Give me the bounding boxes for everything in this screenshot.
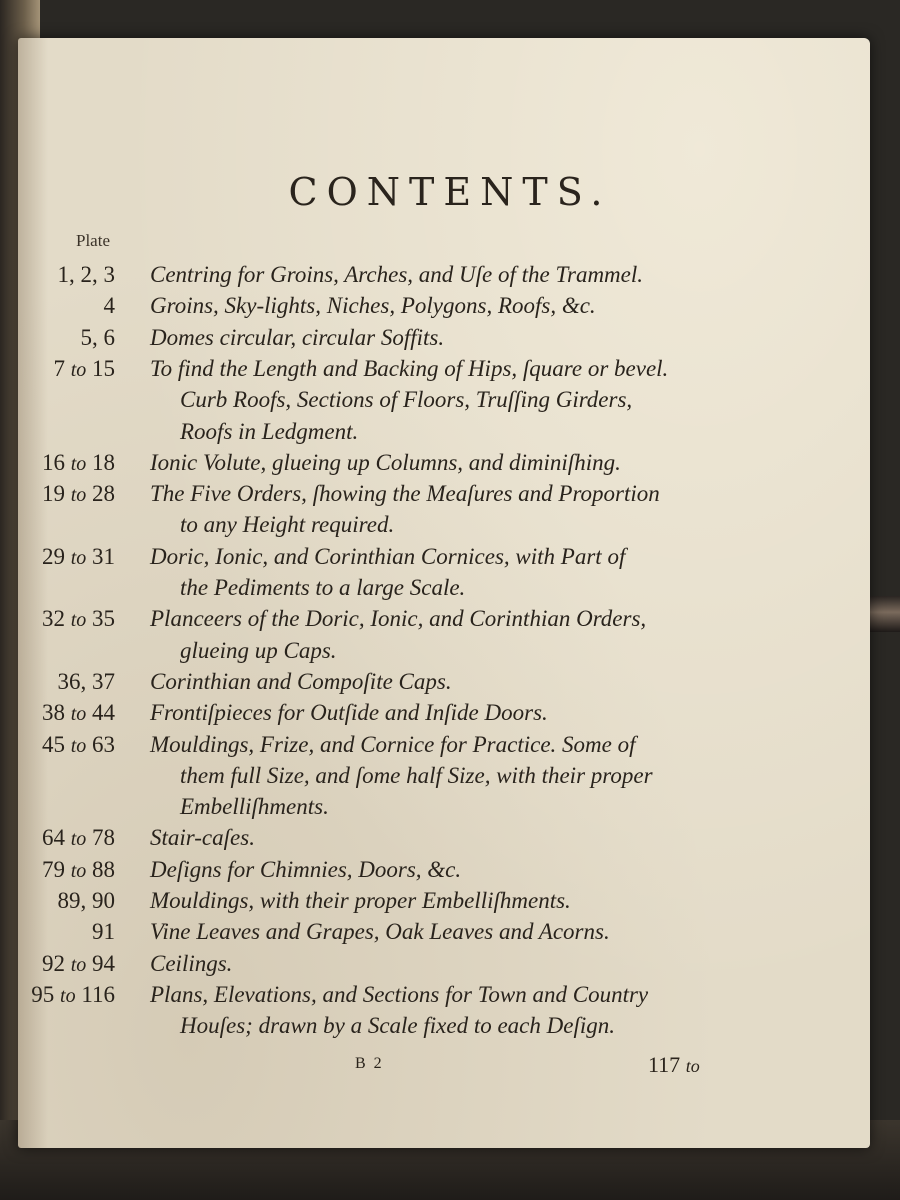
plate-number: 89, 90 bbox=[57, 888, 115, 913]
contents-entry bbox=[0, 544, 860, 578]
entry-text: Centring for Groins, Arches, and Uſe of the Trammel. bbox=[150, 262, 644, 287]
plate-number bbox=[53, 356, 115, 382]
contents-entry bbox=[0, 857, 860, 891]
plate-to: 116 bbox=[81, 981, 115, 1007]
entry-text: Frontiſpieces for Outſide and Inſide Doors. bbox=[150, 700, 548, 726]
contents-entry-continuation bbox=[0, 794, 860, 828]
plate-from: 92 bbox=[41, 950, 65, 976]
plate-number bbox=[42, 700, 115, 726]
range-connector: to bbox=[70, 953, 87, 976]
plate-to: 88 bbox=[92, 856, 115, 882]
plate-from: 45 bbox=[41, 731, 65, 757]
entry-text: Corinthian and Compoſite Caps. bbox=[150, 668, 452, 694]
entry-text: the Pediments to a large Scale. bbox=[180, 575, 466, 600]
contents-entry-continuation bbox=[0, 575, 860, 609]
plate-from: 32 bbox=[41, 606, 65, 632]
plate-number bbox=[42, 825, 115, 851]
range-connector: to bbox=[70, 859, 87, 882]
catchword bbox=[648, 1052, 700, 1078]
contents-entry bbox=[0, 481, 860, 515]
plate-from: 79 bbox=[41, 856, 65, 882]
plate-from: 64 bbox=[41, 825, 65, 851]
range-connector: to bbox=[70, 609, 87, 632]
plate-from: 95 bbox=[31, 981, 55, 1007]
plate-to: 31 bbox=[92, 543, 115, 569]
plate-to: 94 bbox=[92, 950, 115, 976]
contents-entry bbox=[0, 450, 860, 484]
plate-to: 28 bbox=[92, 481, 115, 507]
plate-number bbox=[42, 951, 115, 977]
plate-to: 35 bbox=[92, 606, 115, 632]
contents-entry bbox=[0, 825, 860, 859]
plate-from: 16 bbox=[41, 449, 65, 475]
range-connector: to bbox=[70, 484, 87, 507]
plate-number: 91 bbox=[92, 919, 115, 945]
plate-number bbox=[42, 544, 115, 570]
contents-entry bbox=[0, 982, 860, 1016]
plate-column-label: Plate bbox=[76, 231, 110, 250]
plate-number bbox=[42, 732, 115, 758]
entry-text: Mouldings, Frize, and Cornice for Practice. Some of bbox=[150, 731, 636, 757]
plate-number: 5, 6 bbox=[80, 324, 115, 350]
contents-entry bbox=[0, 919, 860, 953]
entry-text: Plans, Elevations, and Sections for Town and Country bbox=[150, 981, 649, 1007]
signature-mark: B 2 bbox=[355, 1055, 384, 1072]
entry-text: Vine Leaves and Grapes, Oak Leaves and Acorns. bbox=[150, 919, 610, 945]
plate-number bbox=[42, 606, 115, 632]
range-connector: to bbox=[70, 703, 87, 726]
entry-text: glueing up Caps. bbox=[180, 637, 337, 663]
contents-entry-continuation bbox=[0, 638, 860, 672]
range-connector: to bbox=[60, 984, 76, 1007]
contents-entry bbox=[0, 700, 860, 734]
catchword-number: 117 bbox=[648, 1052, 681, 1077]
plate-to: 63 bbox=[92, 731, 115, 757]
entry-text: Roofs in Ledgment. bbox=[180, 418, 359, 444]
entry-text: Curb Roofs, Sections of Floors, Truſſing Girders, bbox=[180, 387, 633, 413]
plate-from: 29 bbox=[41, 543, 65, 569]
entry-text: To find the Length and Backing of Hips, ſquare or bevel. bbox=[150, 355, 669, 381]
catchword-word: to bbox=[685, 1056, 700, 1076]
plate-from: 7 bbox=[53, 355, 65, 381]
entry-text: Planceers of the Doric, Ionic, and Corinthian Orders, bbox=[150, 606, 647, 632]
entry-text: Groins, Sky-lights, Niches, Polygons, Roofs, &c. bbox=[150, 293, 596, 319]
contents-entry-continuation bbox=[0, 1013, 860, 1047]
contents-entry bbox=[0, 732, 860, 766]
contents-entry-continuation bbox=[0, 387, 860, 421]
entry-text: Doric, Ionic, and Corinthian Cornices, with Part of bbox=[150, 543, 626, 569]
entry-text: Ceilings. bbox=[150, 950, 233, 976]
entry-text: Houſes; drawn by a Scale fixed to each Deſign. bbox=[180, 1013, 615, 1039]
entry-text: to any Height required. bbox=[180, 512, 395, 538]
entry-text: Ionic Volute, glueing up Columns, and diminiſhing. bbox=[150, 449, 621, 475]
contents-entry-continuation bbox=[0, 419, 860, 453]
range-connector: to bbox=[70, 734, 87, 757]
plate-number bbox=[42, 450, 115, 476]
contents-entry bbox=[0, 888, 860, 922]
plate-number bbox=[42, 481, 115, 507]
plate-to: 44 bbox=[92, 700, 115, 726]
plate-from: 19 bbox=[41, 481, 65, 507]
contents-entry-continuation bbox=[0, 763, 860, 797]
plate-number bbox=[42, 857, 115, 883]
plate-to: 15 bbox=[92, 355, 115, 381]
entry-text: Embelliſhments. bbox=[180, 794, 329, 820]
entry-text: Deſigns for Chimnies, Doors, &c. bbox=[150, 856, 462, 882]
contents-entry-continuation bbox=[0, 512, 860, 546]
entry-text: Mouldings, with their proper Embelliſhments. bbox=[150, 888, 571, 913]
plate-from: 38 bbox=[41, 700, 65, 726]
entry-text: them full Size, and ſome half Size, with their proper bbox=[180, 762, 653, 788]
plate-number bbox=[31, 982, 115, 1008]
page-title: CONTENTS. bbox=[288, 170, 612, 214]
contents-entry bbox=[0, 293, 860, 327]
plate-to: 18 bbox=[92, 449, 115, 475]
contents-entry bbox=[0, 606, 860, 640]
entry-text: Domes circular, circular Soffits. bbox=[150, 324, 445, 350]
plate-number: 4 bbox=[103, 293, 115, 319]
contents-entry bbox=[0, 262, 860, 296]
range-connector: to bbox=[70, 828, 87, 851]
contents-entry bbox=[0, 951, 860, 985]
range-connector: to bbox=[70, 358, 87, 381]
plate-to: 78 bbox=[92, 825, 115, 851]
plate-number: 1, 2, 3 bbox=[57, 262, 115, 287]
contents-entry bbox=[0, 325, 860, 359]
plate-number: 36, 37 bbox=[57, 668, 115, 694]
range-connector: to bbox=[70, 546, 87, 569]
contents-entry bbox=[0, 669, 860, 703]
contents-entry bbox=[0, 356, 860, 390]
entry-text: The Five Orders, ſhowing the Meaſures and Proportion bbox=[150, 481, 660, 507]
entry-text: Stair-caſes. bbox=[150, 825, 255, 851]
range-connector: to bbox=[70, 452, 87, 475]
